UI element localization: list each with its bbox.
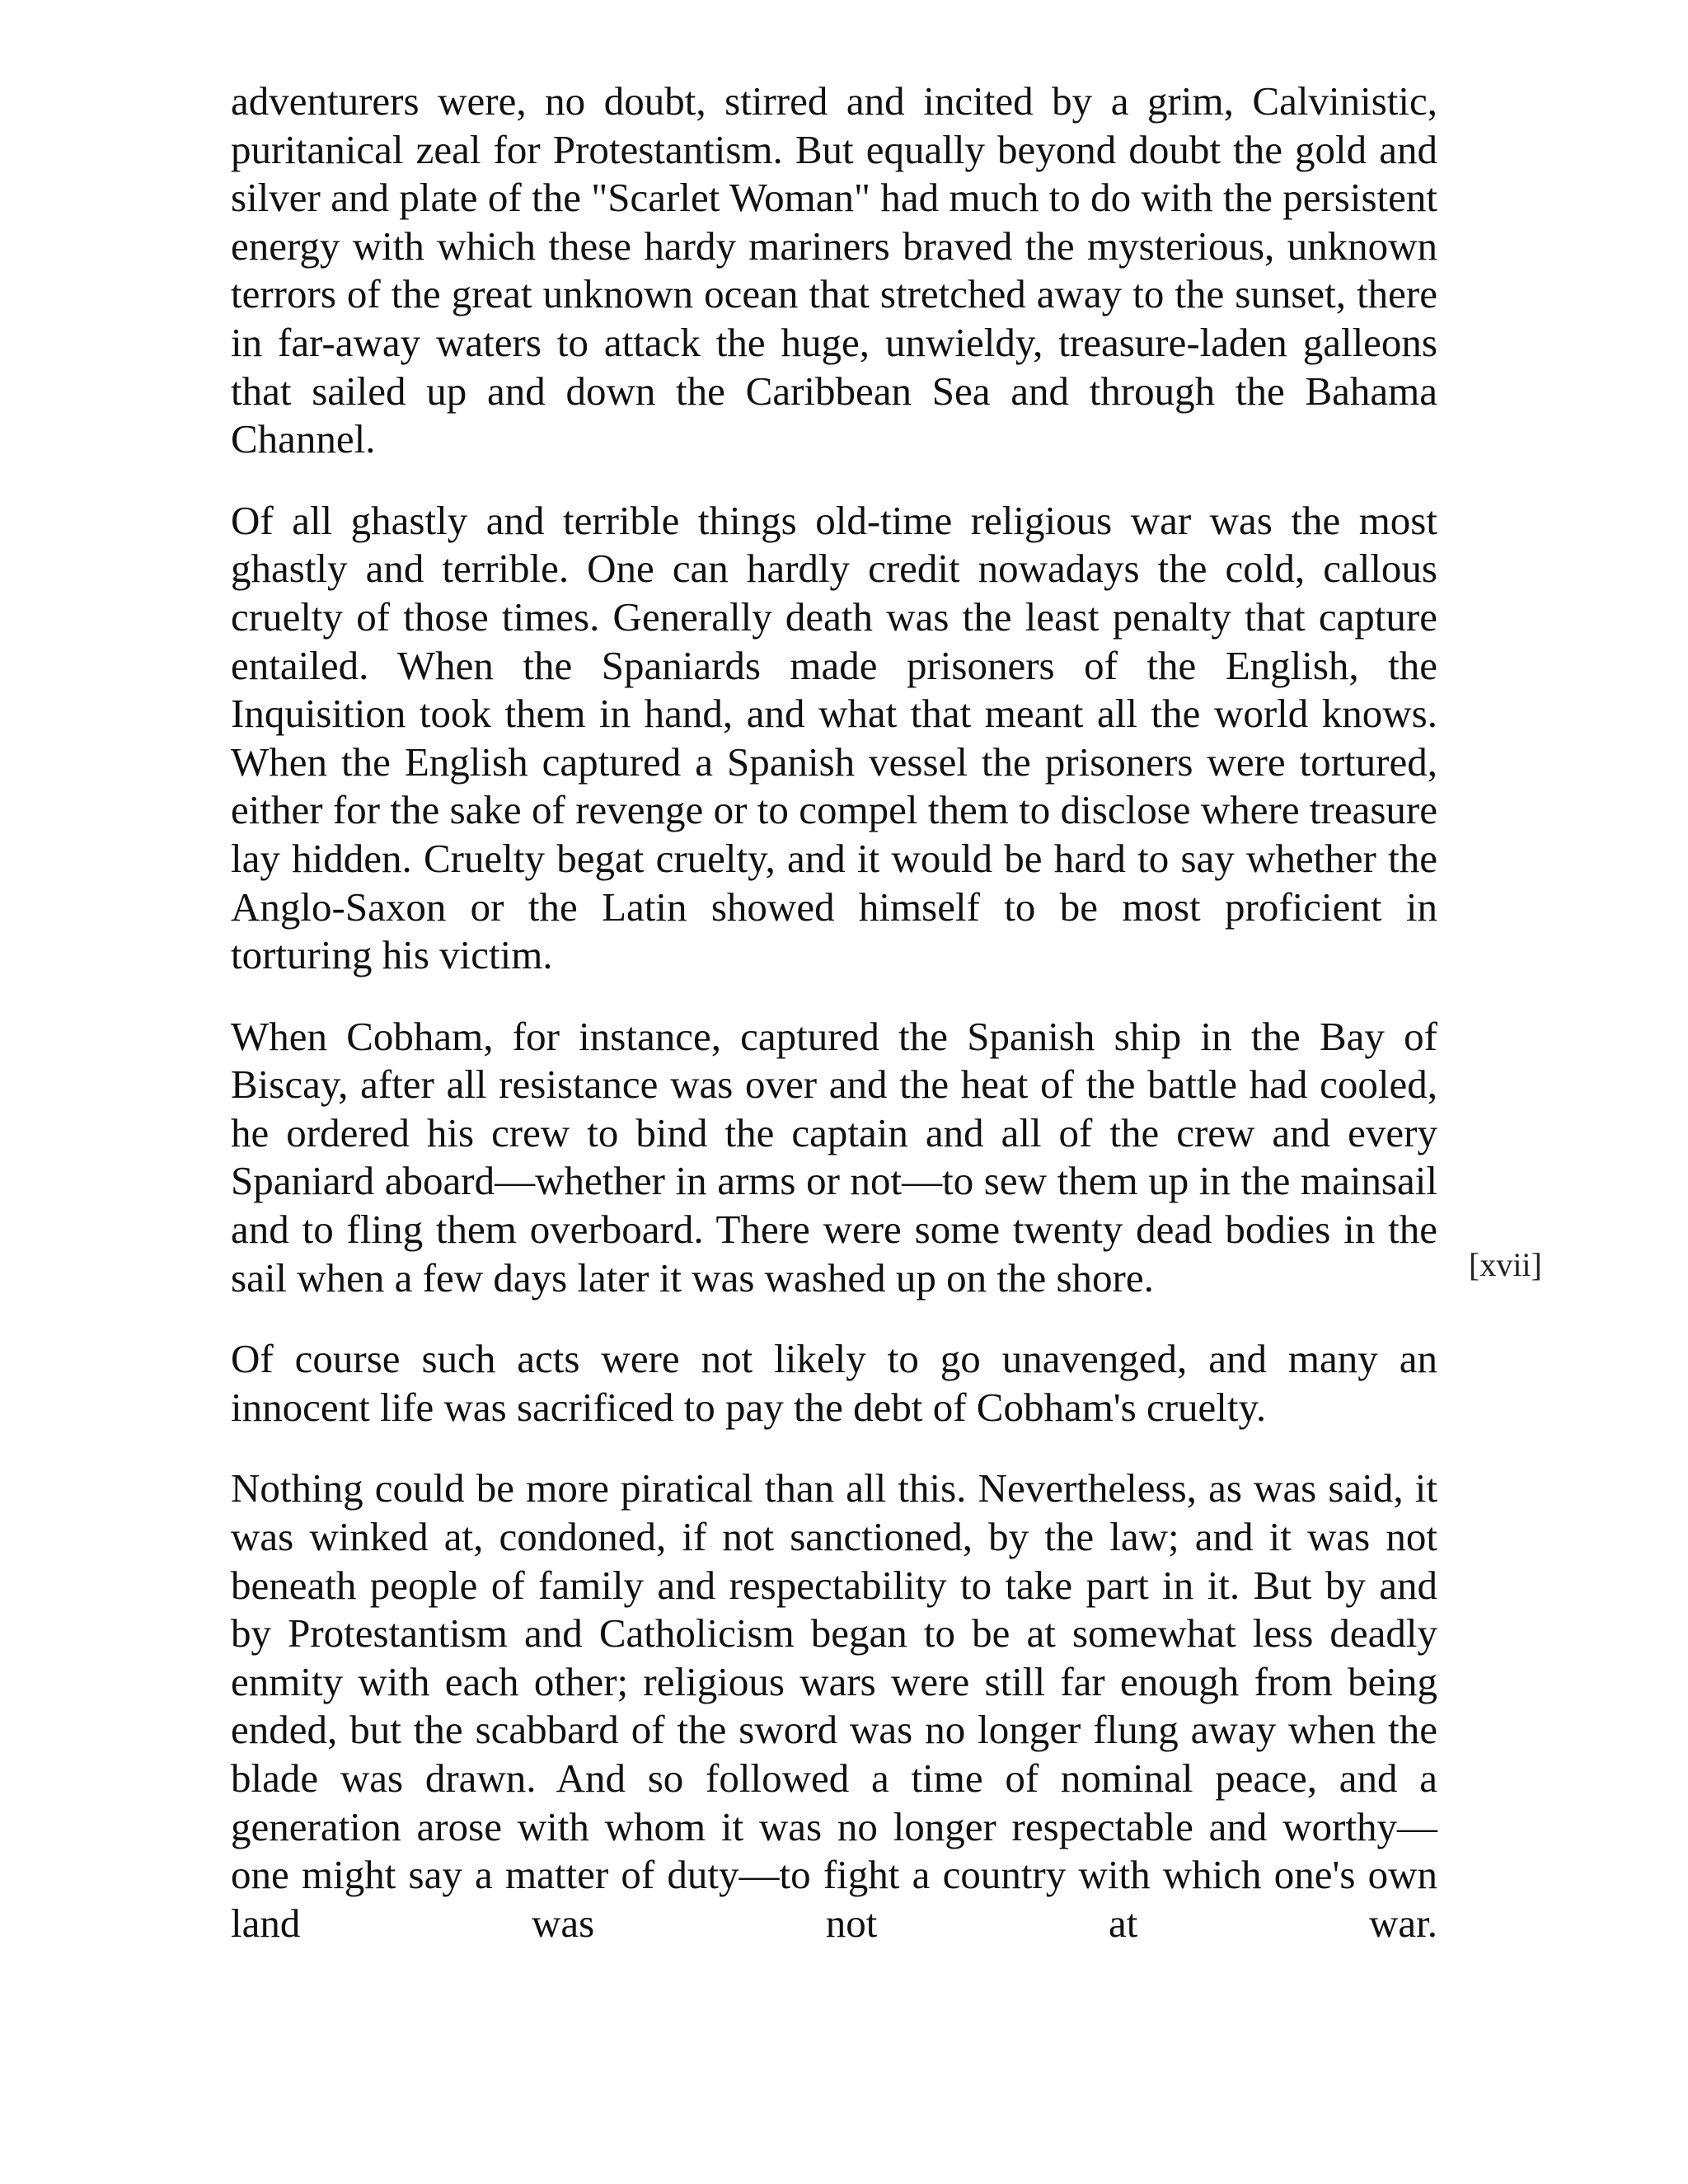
page-number: [xvii] <box>1469 1246 1542 1283</box>
paragraph-5: Nothing could be more piratical than all this. Nevertheless, as was said, it was winked at, condoned, if not sanctioned, by the law; and it was not beneath people of family and respectability to take part in it. But by and by Protestantism and Catholicism began to be at somewhat less deadly enmity with each other; religious wars were still far enough from being ended, but the scabbard of the sword was no longer flung away when the blade was drawn. And so followed a time of nominal peace, and a generation arose with whom it was no longer respectable and worthy—one might say a matter of duty—to fight a country with which one's own land was not at war. <box>231 1465 1437 1946</box>
paragraph-1: adventurers were, no doubt, stirred and incited by a grim, Calvinistic, puritanical zeal for Protestantism. But equally beyond doubt the gold and silver and plate of the "Scarlet Woman" had much to do with the persistent energy with which these hardy mariners braved the mysterious, unknown terrors of the great unknown ocean that stretched away to the sunset, there in far-away waters to attack the huge, unwieldy, treasure-laden galleons that sailed up and down the Caribbean Sea and through the Bahama Channel. <box>231 78 1437 462</box>
paragraph-3: When Cobham, for instance, captured the Spanish ship in the Bay of Biscay, after all resistance was over and the heat of the battle had cooled, he ordered his crew to bind the captain and all of the crew and every Spaniard aboard—whether in arms or not—to sew them up in the mainsail and to fling them overboard. There were some twenty dead bodies in the sail when a few days later it was washed up on the shore. <box>231 1013 1437 1301</box>
body-text <box>231 77 1437 1947</box>
paragraph-2: Of all ghastly and terrible things old-time religious war was the most ghastly and terrible. One can hardly credit nowadays the cold, callous cruelty of those times. Generally death was the least penalty that capture entailed. When the Spaniards made prisoners of the English, the Inquisition took them in hand, and what that meant all the world knows. When the English captured a Spanish vessel the prisoners were tortured, either for the sake of revenge or to compel them to disclose where treasure lay hidden. Cruelty begat cruelty, and it would be hard to say whether the Anglo-Saxon or the Latin showed himself to be most proficient in torturing his victim. <box>231 497 1437 978</box>
paragraph-4: Of course such acts were not likely to go unavenged, and many an innocent life was sacrificed to pay the debt of Cobham's cruelty. <box>231 1336 1437 1430</box>
